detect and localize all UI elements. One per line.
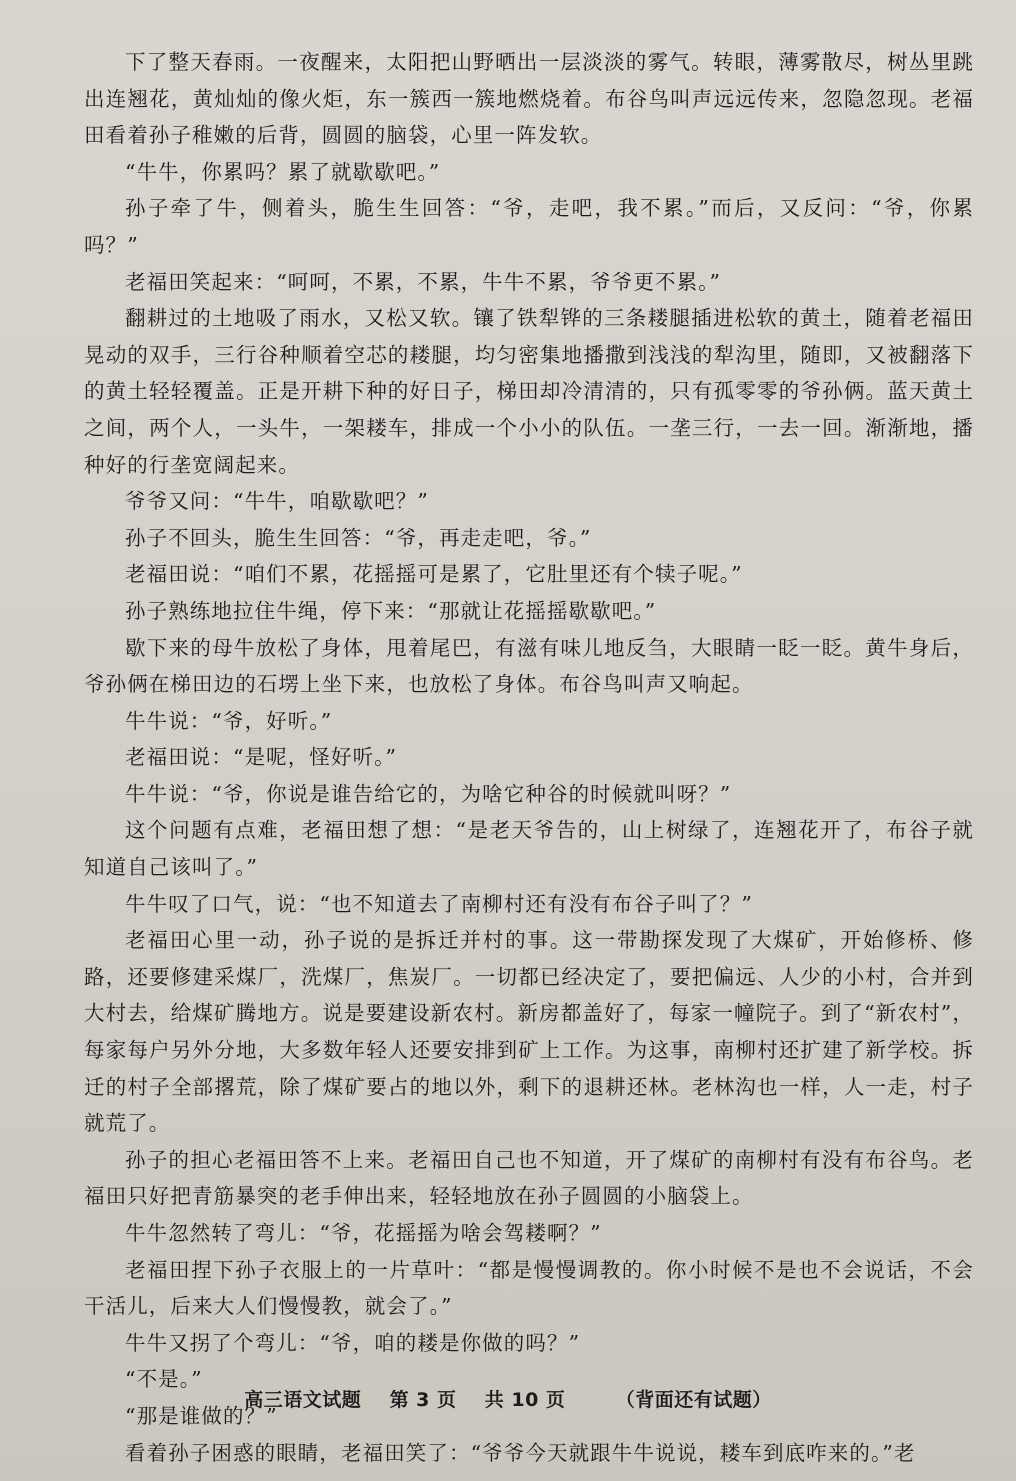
paragraph-21: “不是。” (125, 1367, 203, 1392)
paragraph-22: “那是谁做的？” (125, 1403, 278, 1428)
paragraph-10: 歇下来的母牛放松了身体，甩着尾巴，有滋有味儿地反刍，大眼睛一眨一眨。黄牛身后，爷孙俩在梯田边的石塄上坐下来，也放松了身体。布谷鸟叫声又响起。 (84, 635, 974, 697)
paragraph-18: 牛牛忽然转了弯儿：“爷，花摇摇为啥会驾耧啊？” (125, 1221, 602, 1245)
footer-total-pages: 共 10 页 (484, 1389, 566, 1411)
paragraph-17: 孙子的担心老福田答不上来。老福田自己也不知道，开了煤矿的南柳村有没有布谷鸟。老福田只好把青筋暴突的老手伸出来，轻轻地放在孙子圆圆的小脑袋上。 (84, 1147, 974, 1209)
footer-title: 高三语文试题 (244, 1389, 362, 1411)
footer-page-number: 第 3 页 (389, 1389, 457, 1411)
paragraph-2: “牛牛，你累吗？累了就歇歇吧。” (125, 159, 441, 184)
paragraph-6: 爷爷又问：“牛牛，咱歇歇吧？” (125, 489, 429, 514)
paragraph-11: 牛牛说：“爷，好听。” (125, 708, 333, 733)
paragraph-8: 老福田说：“咱们不累，花摇摇可是累了，它肚里还有个犊子呢。” (125, 562, 743, 587)
passage-body (84, 44, 974, 1471)
paragraph-9: 孙子熟练地拉住牛绳，停下来：“那就让花摇摇歇歇吧。” (125, 598, 657, 623)
paragraph-4: 老福田笑起来：“呵呵，不累，不累，牛牛不累，爷爷更不累。” (125, 269, 722, 294)
paragraph-5: 翻耕过的土地吸了雨水，又松又软。镶了铁犁铧的三条耧腿插进松软的黄土，随着老福田晃动的双手，三行谷种顺着空芯的耧腿，均匀密集地播撒到浅浅的犁沟里，随即，又被翻落下的黄土轻轻覆盖。正是开耕下种的好日子，梯田却冷清清的，只有孤零零的爷孙俩。蓝天黄土之间，两个人，一头牛，一架耧车，排成一个小小的队伍。一垄三行，一去一回。渐渐地，播种好的行垄宽阔起来。 (84, 306, 974, 477)
paragraph-7: 孙子不回头，脆生生回答：“爷，再走走吧，爷。” (125, 525, 592, 550)
paragraph-14: 这个问题有点难，老福田想了想：“是老天爷告的，山上树绿了，连翘花开了，布谷子就知道自己该叫了。” (84, 818, 974, 880)
paragraph-23: 看着孙子困惑的眼睛，老福田笑了：“爷爷今天就跟牛牛说说，耧车到底咋来的。”老 (125, 1440, 916, 1465)
paragraph-20: 牛牛又拐了个弯儿：“爷，咱的耧是你做的吗？” (125, 1330, 581, 1355)
page-footer (0, 1385, 1016, 1412)
paragraph-15: 牛牛叹了口气，说：“也不知道去了南柳村还有没有布谷子叫了？” (125, 891, 753, 916)
footer-note: （背面还有试题） (615, 1389, 772, 1411)
paragraph-16: 老福田心里一动，孙子说的是拆迁并村的事。这一带勘探发现了大煤矿，开始修桥、修路，还要修建采煤厂，洗煤厂，焦炭厂。一切都已经决定了，要把偏远、人少的小村，合并到大村去，给煤矿腾地方。说是要建设新农村。新房都盖好了，每家一幢院子。到了“新农村”，每家每户另外分地，大多数年轻人还要安排到矿上工作。为这事，南柳村还扩建了新学校。拆迁的村子全部撂荒，除了煤矿要占的地以外，剩下的退耕还林。老林沟也一样，人一走，村子就荒了。 (84, 928, 974, 1136)
paragraph-19: 老福田捏下孙子衣服上的一片草叶：“都是慢慢调教的。你小时候不是也不会说话，不会干活儿，后来大人们慢慢教，就会了。” (84, 1257, 974, 1319)
paragraph-1: 下了整天春雨。一夜醒来，太阳把山野晒出一层淡淡的雾气。转眼，薄雾散尽，树丛里跳出连翘花，黄灿灿的像火炬，东一簇西一簇地燃烧着。布谷鸟叫声远远传来，忽隐忽现。老福田看着孙子稚嫩的后背，圆圆的脑袋，心里一阵发软。 (84, 50, 974, 148)
paragraph-3: 孙子牵了牛，侧着头，脆生生回答：“爷，走吧，我不累。”而后，又反问：“爷，你累吗？” (84, 196, 974, 257)
paragraph-12: 老福田说：“是呢，怪好听。” (125, 745, 398, 770)
paragraph-13: 牛牛说：“爷，你说是谁告给它的，为啥它种谷的时候就叫呀？” (125, 781, 732, 806)
